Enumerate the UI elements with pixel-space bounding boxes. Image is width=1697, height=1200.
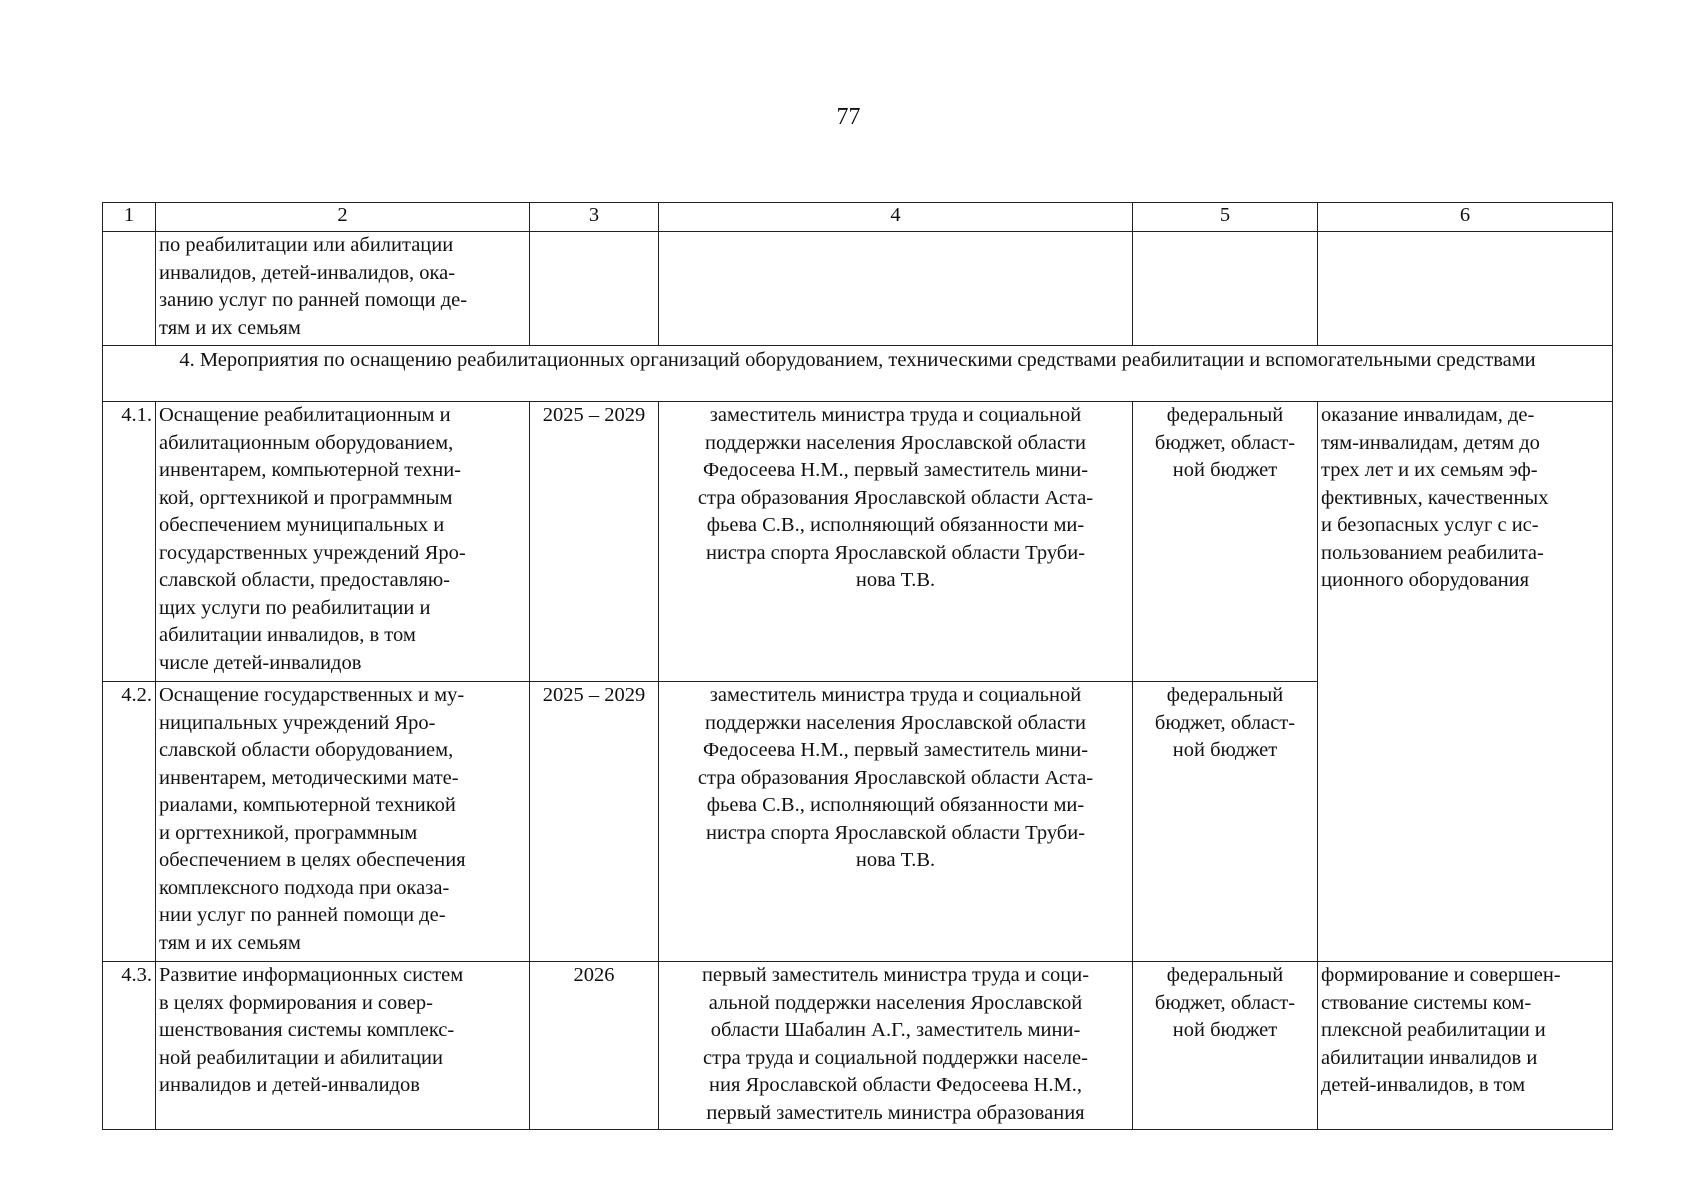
column-header: 5 xyxy=(1133,203,1318,232)
item-period: 2025 – 2029 xyxy=(530,402,659,682)
table-row xyxy=(103,962,1613,1130)
source-cell xyxy=(1133,232,1318,346)
description-cell: по реабилитации или абилитации инвалидов, детей-инвалидов, ока- занию услуг по ранней помощи де- тям и их семьям xyxy=(156,232,530,346)
item-result: формирование и совершен- ствование системы ком- плексной реабилитации и абилитации инвалидов и детей-инвалидов, в том xyxy=(1318,962,1613,1130)
page-number: 77 xyxy=(836,104,861,130)
item-description: Развитие информационных систем в целях формирования и совер- шенствования системы комплекс- ной реабилитации и абилитации инвалидов и детей-инвалидов xyxy=(156,962,530,1130)
item-responsible: заместитель министра труда и социальной поддержки населения Ярославской области Федосеева Н.М., первый заместитель мини- стра образования Ярославской области Аста- фьева С.В., исполняющий обязанности ми- нистра спорта Ярославской области Труби- нова Т.В. xyxy=(659,402,1133,682)
item-number: 4.2. xyxy=(103,682,156,962)
number-cell xyxy=(103,232,156,346)
measures-table xyxy=(102,202,1613,1130)
item-source: федеральный бюджет, област- ной бюджет xyxy=(1133,682,1318,962)
item-number: 4.3. xyxy=(103,962,156,1130)
column-header: 1 xyxy=(103,203,156,232)
result-cell xyxy=(1318,232,1613,346)
item-number: 4.1. xyxy=(103,402,156,682)
section-heading: 4. Мероприятия по оснащению реабилитационных организаций оборудованием, техническими средствами реабилитации и вспомогательными средствами xyxy=(103,346,1613,402)
item-responsible: первый заместитель министра труда и соци- альной поддержки населения Ярославской области Шабалин А.Г., заместитель мини- стра труда и социальной поддержки населе- ния Ярославской области Федосеева Н.М., первый заместитель министра образования xyxy=(659,962,1133,1130)
column-header: 2 xyxy=(156,203,530,232)
item-source: федеральный бюджет, област- ной бюджет xyxy=(1133,402,1318,682)
item-responsible: заместитель министра труда и социальной поддержки населения Ярославской области Федосеева Н.М., первый заместитель мини- стра образования Ярославской области Аста- фьева С.В., исполняющий обязанности ми- нистра спорта Ярославской области Труби- нова Т.В. xyxy=(659,682,1133,962)
table-row xyxy=(103,402,1613,682)
section-heading-row xyxy=(103,346,1613,402)
responsible-cell xyxy=(659,232,1133,346)
table-header-row xyxy=(103,203,1613,232)
column-header: 4 xyxy=(659,203,1133,232)
item-period: 2026 xyxy=(530,962,659,1130)
column-header: 3 xyxy=(530,203,659,232)
item-source: федеральный бюджет, област- ной бюджет xyxy=(1133,962,1318,1130)
column-header: 6 xyxy=(1318,203,1613,232)
period-cell xyxy=(530,232,659,346)
item-result: оказание инвалидам, де- тям-инвалидам, детям до трех лет и их семьям эф- фективных, качественных и безопасных услуг с ис- пользованием реабилита- ционного оборудования xyxy=(1318,402,1613,962)
item-period: 2025 – 2029 xyxy=(530,682,659,962)
item-description: Оснащение реабилитационным и абилитационным оборудованием, инвентарем, компьютерной техни- кой, оргтехникой и программным обеспечением муниципальных и государственных учреждений Яро- славской области, предоставляю- щих услуги по реабилитации и абилитации инвалидов, в том числе детей-инвалидов xyxy=(156,402,530,682)
table-row xyxy=(103,232,1613,346)
item-description: Оснащение государственных и му- ниципальных учреждений Яро- славской области оборудованием, инвентарем, методическими мате- риалами, компьютерной техникой и оргтехникой, программным обеспечением в целях обеспечения комплексного подхода при оказа- нии услуг по ранней помощи де- тям и их семьям xyxy=(156,682,530,962)
